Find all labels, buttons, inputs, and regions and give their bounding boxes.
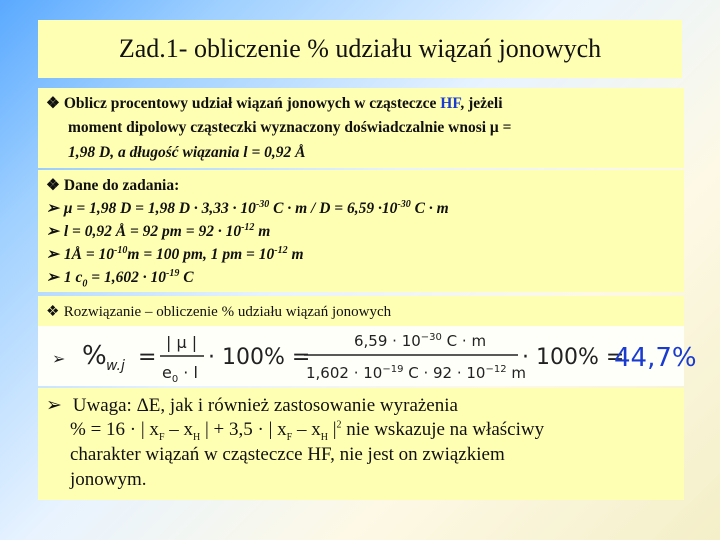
task-line3: 1,98 D, a długość wiązania l = 0,92 Å bbox=[68, 144, 306, 161]
solution-heading: Rozwiązanie – obliczenie % udziału wiązań jonowych bbox=[63, 304, 392, 320]
arrow-bullet-icon: ➢ bbox=[46, 223, 59, 241]
note-line4: jonowym. bbox=[70, 469, 147, 490]
given-heading: Dane do zadania: bbox=[63, 177, 180, 194]
formula-lhs: % bbox=[82, 341, 107, 371]
task-line2: moment dipolowy cząsteczki wyznaczony doświadczalnie wnosi μ = bbox=[68, 119, 512, 136]
arrow-bullet-icon: ➢ bbox=[46, 269, 59, 287]
arrow-bullet-icon: ➢ bbox=[46, 200, 59, 218]
task-line1-end: , jeżeli bbox=[460, 95, 503, 112]
task-box bbox=[38, 88, 684, 168]
solution-box bbox=[38, 296, 684, 326]
formula-result: 44,7% bbox=[614, 343, 697, 373]
note-box bbox=[38, 388, 684, 500]
given-item: ➢ l = 0,92 Å = 92 pm = $92 \cdot 10^{-12}$ m bbox=[46, 222, 271, 241]
note-line2: % = 16 · | $x_F - x_H$ | + 3,5 · | $x_F - x_H$ $|^2$ nie wskazuje na właściwy bbox=[70, 419, 545, 443]
given-item: ➢ 1Å = $10^{-10}m = 100$ pm, 1 pm = $10^{-12}$ m bbox=[46, 245, 304, 264]
diamond-bullet-icon: ❖ bbox=[46, 177, 60, 194]
formula-num: | μ | bbox=[166, 333, 198, 352]
formula bbox=[48, 328, 697, 385]
svg-text:6,59 · 10−30 C · m: $6,59 \cdot 10^{-30}$ C · m bbox=[354, 332, 487, 350]
given-item: ➢ μ = 1,98 D = 1,98 $D \cdot 3,33 \cdot 10^{-30}$ $C \cdot m / D = 6,59 \cdot 10^{-30}$ C · m bbox=[46, 199, 449, 218]
arrow-bullet-icon: ➢ bbox=[46, 246, 59, 264]
page-title: Zad.1- obliczenie % udziału wiązań jonowych bbox=[38, 20, 682, 78]
note-line1: Uwaga: ΔE, jak i również zastosowanie wyrażenia bbox=[72, 395, 458, 416]
svg-text:e0 · l: $e_0 \cdot l$ bbox=[162, 363, 198, 385]
diamond-bullet-icon: ❖ bbox=[46, 95, 60, 112]
arrow-bullet-icon: ➢ bbox=[46, 395, 62, 416]
arrow-bullet-icon: ➢ bbox=[52, 351, 66, 368]
note-line3: charakter wiązań w cząsteczce HF, nie jest on związkiem bbox=[70, 444, 505, 465]
diamond-bullet-icon: ❖ bbox=[46, 304, 60, 320]
given-box bbox=[38, 170, 684, 292]
formula-times2: · 100% = bbox=[522, 345, 625, 370]
hf-highlight: HF bbox=[440, 95, 461, 112]
given-item: ➢ 1 $c_0 = 1,602 \cdot 10^{-19}$ C bbox=[46, 268, 194, 290]
formula-times: · 100% = bbox=[208, 345, 311, 370]
formula-lhs-sub: w.j bbox=[106, 358, 125, 374]
formula-eq: = bbox=[138, 345, 157, 370]
svg-text:1,602 · 10−19 C · 92 · 10−12 m: $1,602 \cdot 10^{-19}$ $C \cdot 92 \cdot 10^{-12}$ m bbox=[306, 364, 526, 382]
task-line1: Oblicz procentowy udział wiązań jonowych w cząsteczce bbox=[63, 95, 441, 112]
